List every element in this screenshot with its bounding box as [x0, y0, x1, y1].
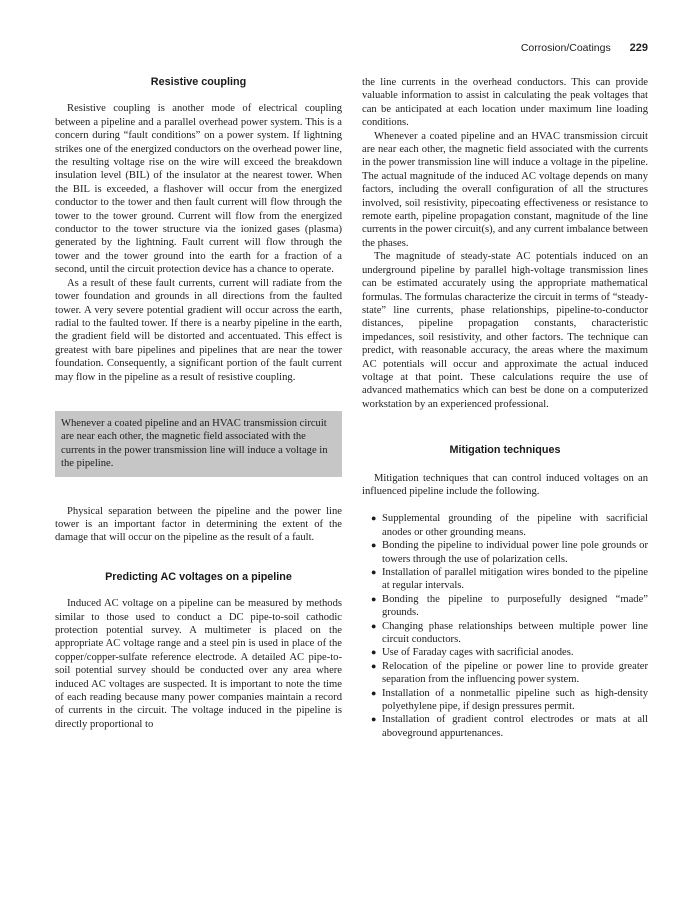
list-item: ● Bonding the pipeline to individual power line pole grounds or towers through the use of polarization cells.: [371, 540, 648, 565]
list-item: ● Installation of a nonmetallic pipeline such as high-density polyethylene pipe, if design pressures permit.: [371, 687, 648, 713]
predicting-paragraph: Induced AC voltage on a pipeline can be measured by methods similar to those used to conduct a DC pipe-to-soil cathodic protection potential survey. A multimeter is placed on the appropriate AC voltage range and a steel pin is used in place of the copper/copper-sulfate reference electrode. A detailed AC pipe-to-soil potential survey should be conducted over any area where induced AC voltages are suspected. It is important to note the time of each reading because many power companies maintain a record of currents in the circuit. The voltage induced in the pipeline is directly proportional to: [55, 598, 342, 730]
continued-paragraph: the line currents in the overhead conductors. This can provide valuable information to assist in calculating the peak voltages that can be anticipated at each location under maximum line loading conditions.: [362, 77, 648, 129]
heading-predicting-ac-voltages: Predicting AC voltages on a pipeline: [105, 570, 292, 583]
bullet-icon: ●: [371, 593, 377, 604]
running-head: [521, 42, 648, 54]
callout-box: [55, 411, 342, 477]
bullet-icon: ●: [371, 687, 377, 698]
mitigation-intro: Mitigation techniques that can control induced voltages on an influenced pipeline include the following.: [362, 472, 648, 497]
list-item: ● Changing phase relationships between multiple power line circuit conductors.: [371, 620, 648, 646]
list-item: ● Installation of parallel mitigation wires bonded to the pipeline at regular intervals.: [371, 567, 648, 592]
bullet-icon: ●: [371, 714, 377, 725]
bullet-icon: ●: [371, 567, 377, 577]
bullet-icon: ●: [371, 540, 377, 551]
heading-resistive-coupling: Resistive coupling: [150, 76, 247, 88]
separation-paragraph: Physical separation between the pipeline and the power line tower is an important factor in determining the extent of the damage that will occur on the pipeline as the result of a fault.: [55, 505, 342, 544]
running-head-section: Corrosion/Coatings: [520, 42, 611, 54]
list-item: ● Relocation of the pipeline or power line to provide greater separation from the influencing power system.: [371, 660, 648, 686]
mitigation-list: [362, 512, 648, 740]
magnitude-paragraph: The magnitude of steady-state AC potentials induced on an underground pipeline by parallel high-voltage transmission lines can be estimated accurately using the appropriate mathematical formulas. The formulas characterize the circuit in terms of “steady-state” line currents, phase relationships, pipeline-to-conductor distances, pipeline propagation constants, characteristic impedances, soil resistivity, and other factors. The technique can predict, with reasonable accuracy, the areas where the maximum AC potentials will occur and approximate the actual induced voltage at that point. These calculations require the use of advanced mathematics which can best be done on a computerized workstation by an experienced professional.: [362, 251, 648, 410]
page-number: 229: [629, 42, 648, 54]
list-item: ● Supplemental grounding of the pipeline with sacrificial anodes or other grounding means.: [371, 513, 648, 538]
list-item: ● Use of Faraday cages with sacrificial anodes.: [371, 647, 574, 659]
bullet-icon: ●: [371, 620, 377, 631]
bullet-icon: ●: [371, 513, 377, 524]
bullet-icon: ●: [371, 647, 377, 658]
list-item: ● Bonding the pipeline to purposefully designed “made” grounds.: [371, 593, 648, 619]
heading-mitigation-techniques: Mitigation techniques: [449, 444, 561, 457]
hvac-paragraph: Whenever a coated pipeline and an HVAC transmission circuit are near each other, the magnetic field associated with the currents in the power transmission line will induce a voltage in the pipeline. The actual magnitude of the induced AC voltage depends on many factors, including the overall configuration of all the structures involved, soil resistivity, pipecoating effectiveness or resistance to remote earth, pipeline propagation constant, magnitude of the line currents in the power circuit(s), and any current imbalance between the phases.: [362, 130, 648, 249]
bullet-icon: ●: [371, 660, 377, 671]
right-column: [362, 76, 648, 740]
resistive-paragraph-2: As a result of these fault currents, current will radiate from the tower foundation and grounds in all directions from the faulted tower. A very severe potential gradient will occur across the earth, radial to the faulted tower. If there is a nearby pipeline in the earth, the gradient field will be distorted and accentuated. This effect is greatest with bare pipelines and pipelines that are near the tower foundation. Consequently, a significant portion of the fault current may flow in the pipeline as a result of resistive coupling.: [55, 277, 342, 383]
list-item: ● Installation of gradient control electrodes or mats at all aboveground appurtenances.: [371, 714, 648, 739]
resistive-paragraph-1: Resistive coupling is another mode of electrical coupling between a pipeline and a parallel overhead power system. This is a concern during “fault conditions” on a power system. If lightning strikes one of the energized conductors on the overhead power line, the resulting voltage rise on the wire will exceed the breakdown insulation level (BIL) of the insulator at the nearest tower. When the BIL is exceeded, a flashover will occur from the energized conductor to the tower and then fault current will flow through the tower to the tower ground. Current will flow from the energized conductor to the tower structure via the ionized gases (plasma) generated by the lightning. Fault current will flow through the tower and the tower ground into the earth for a fraction of a second, until the circuit protection device has a chance to operate.: [55, 103, 342, 276]
callout-text: Whenever a coated pipeline and an HVAC transmission circuit are near each other, the magnetic field associated with the currents in the power transmission line will induce a voltage in the pipeline.: [61, 417, 328, 470]
left-column: [55, 76, 342, 731]
